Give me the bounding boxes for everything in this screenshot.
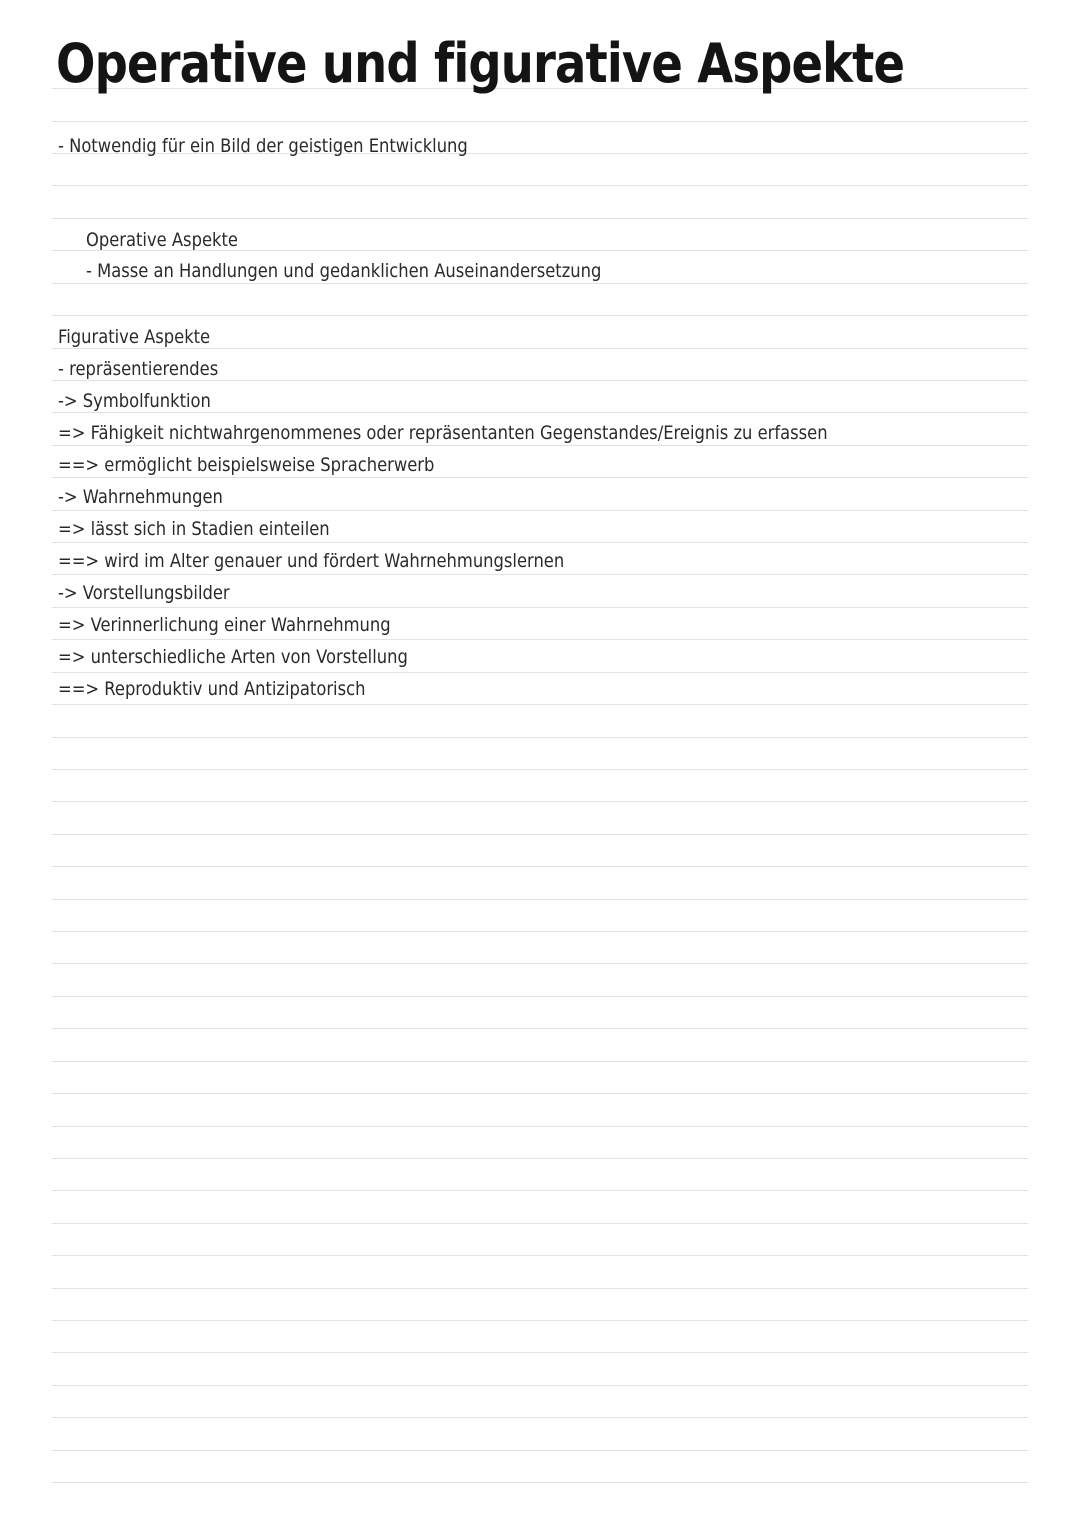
ruled-line [52,801,1028,802]
ruled-line [52,769,1028,770]
ruled-line [52,963,1028,964]
ruled-line [52,672,1028,673]
ruled-line [52,1158,1028,1159]
ruled-line [52,510,1028,511]
figurative-line: => Fähigkeit nichtwahrgenommenes oder repräsentanten Gegenstandes/Ereignis zu erfassen [58,422,828,444]
ruled-line [52,1028,1028,1029]
ruled-line [52,1061,1028,1062]
figurative-line: ==> wird im Alter genauer und fördert Wahrnehmungslernen [58,550,565,572]
ruled-line [52,218,1028,219]
figurative-line: => unterschiedliche Arten von Vorstellung [58,646,408,668]
intro-note: - Notwendig für ein Bild der geistigen Entwicklung [58,135,468,157]
figurative-line: -> Vorstellungsbilder [58,582,230,604]
ruled-line [52,1223,1028,1224]
figurative-line: => Verinnerlichung einer Wahrnehmung [58,614,391,636]
ruled-line [52,704,1028,705]
ruled-line [52,1320,1028,1321]
ruled-line [52,1352,1028,1353]
ruled-line [52,866,1028,867]
figurative-line: -> Symbolfunktion [58,390,211,412]
ruled-line [52,834,1028,835]
figurative-line: ==> Reproduktiv und Antizipatorisch [58,678,366,700]
figurative-line: -> Wahrnehmungen [58,486,223,508]
ruled-line [52,574,1028,575]
page-title: Operative und figurative Aspekte [56,32,905,95]
figurative-line: - repräsentierendes [58,358,219,380]
figurative-line: ==> ermöglicht beispielsweise Spracherwerb [58,454,435,476]
ruled-line [52,639,1028,640]
figurative-line: => lässt sich in Stadien einteilen [58,518,330,540]
ruled-line [52,1288,1028,1289]
ruled-line [52,1482,1028,1483]
ruled-line [52,1093,1028,1094]
ruled-line [52,607,1028,608]
ruled-line [52,1385,1028,1386]
ruled-line [52,899,1028,900]
operative-point: - Masse an Handlungen und gedanklichen Auseinandersetzung [86,260,602,282]
ruled-line [52,121,1028,122]
ruled-line [52,1450,1028,1451]
ruled-line [52,1126,1028,1127]
ruled-line [52,185,1028,186]
ruled-line [52,737,1028,738]
ruled-line [52,996,1028,997]
ruled-line [52,1255,1028,1256]
ruled-line [52,1190,1028,1191]
ruled-line [52,542,1028,543]
ruled-line [52,931,1028,932]
operative-heading: Operative Aspekte [86,229,238,251]
ruled-line [52,1417,1028,1418]
figurative-heading: Figurative Aspekte [58,326,211,348]
ruled-line [52,315,1028,316]
